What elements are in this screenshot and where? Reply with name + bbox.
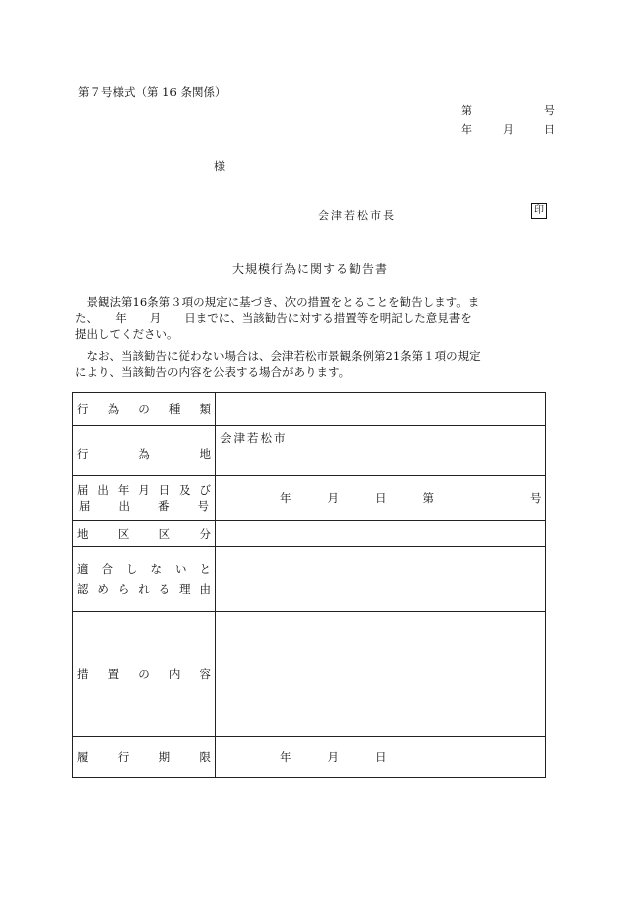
label-measure-content: 措 置 の 内 容: [73, 612, 216, 737]
document-title: 大規模行為に関する勧告書: [232, 262, 389, 276]
body-line-2: た、 年 月 日までに、当該勧告に対する措置等を明記した意見書を: [75, 311, 472, 325]
date-day-label: 日: [544, 123, 555, 136]
form-number: 第７号様式（第 16 条関係）: [78, 85, 227, 99]
value-measure-content: [216, 612, 546, 737]
table-row: [73, 737, 546, 778]
body-line-5: により、当該勧告の内容を公表する場合があります。: [75, 365, 351, 379]
label-notification-date-number: 届 出 年 月 日 及 び 届 出 番 号: [73, 476, 216, 521]
seal-mark: 印: [531, 203, 547, 219]
label-compliance-deadline: 履 行 期 限: [73, 737, 216, 778]
date-month-label: 月: [503, 123, 514, 136]
value-compliance-deadline: 年 月 日: [216, 737, 546, 778]
table-row: [73, 521, 546, 547]
document-number-prefix: 第: [461, 104, 472, 117]
value-activity-type: [216, 393, 546, 426]
body-line-1: 景観法第16条第３項の規定に基づき、次の措置をとることを勧告します。ま: [75, 295, 480, 309]
addressee-honorific: 様: [214, 160, 225, 173]
label-activity-location: 行 為 地: [73, 426, 216, 476]
document-number-suffix: 号: [544, 104, 555, 117]
body-line-3: 提出してください。: [75, 327, 179, 341]
table-row: [73, 612, 546, 737]
date-year-label: 年: [461, 123, 472, 136]
body-line-4: なお、当該勧告に従わない場合は、会津若松市景観条例第21条第１項の規定: [75, 349, 481, 363]
label-nonconformity-reason: 適 合 し な い と 認 め ら れ る 理 由: [73, 547, 216, 612]
value-notification-date-number: 年 月 日 第 号: [216, 476, 546, 521]
recommendation-table: [72, 392, 546, 778]
table-row: [73, 476, 546, 521]
label-district-classification: 地 区 区 分: [73, 521, 216, 547]
value-activity-location: 会津若松市: [216, 426, 546, 476]
value-district-classification: [216, 521, 546, 547]
table-row: [73, 547, 546, 612]
value-nonconformity-reason: [216, 547, 546, 612]
table-row: [73, 426, 546, 476]
label-activity-type: 行 為 の 種 類: [73, 393, 216, 426]
issuer-name: 会津若松市長: [318, 209, 396, 222]
table-row: [73, 393, 546, 426]
